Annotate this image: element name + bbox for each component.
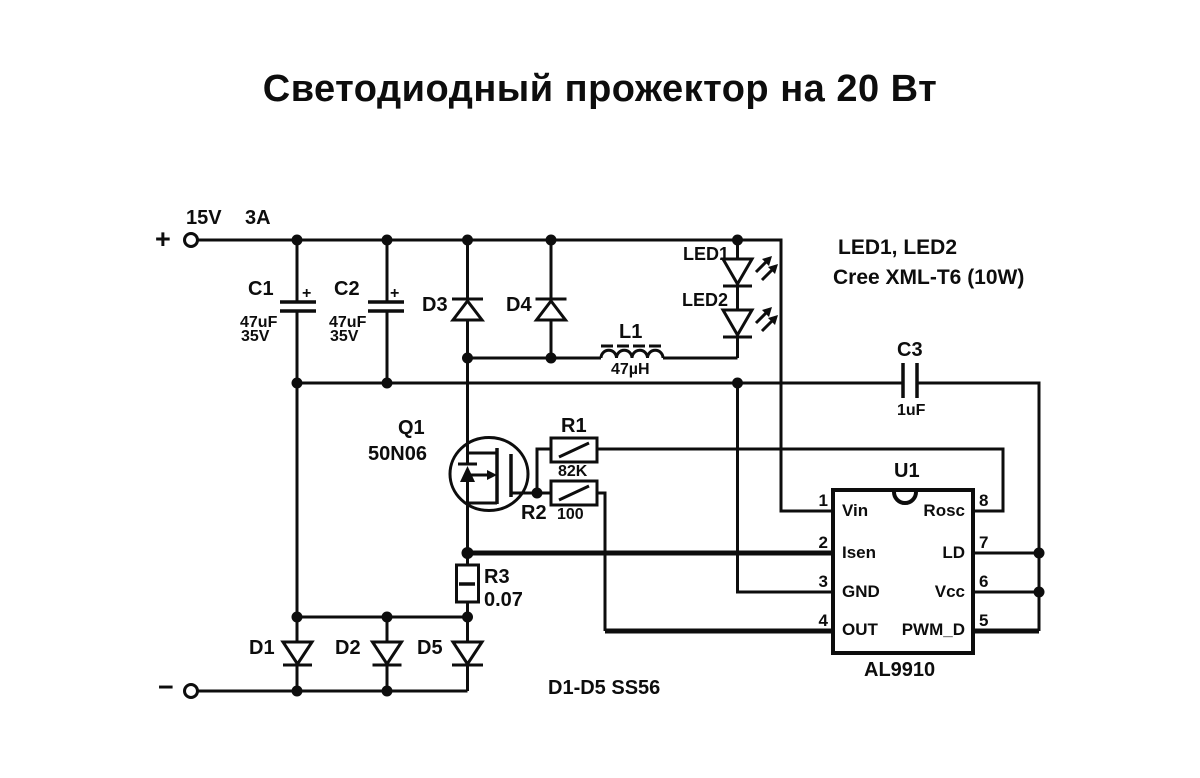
u1-pin2-num: 2 [818, 533, 828, 552]
diode-d4-symbol [536, 299, 567, 320]
diode-d3-symbol [452, 299, 483, 320]
c1-value: 47uF [240, 314, 278, 331]
c3-value: 1uF [897, 402, 926, 419]
d2-ref: D2 [335, 637, 361, 659]
u1-ref: U1 [894, 460, 920, 482]
c1-polarity: + [302, 285, 312, 302]
c3-ref: C3 [897, 339, 923, 361]
u1-pin6-num: 6 [979, 572, 989, 591]
resistor-r1-symbol [551, 438, 597, 462]
terminal-minus [185, 685, 198, 698]
u1-pin7-num: 7 [979, 533, 989, 552]
annotation-diodes: D1-D5 SS56 [548, 677, 661, 699]
c2-voltage: 35V [330, 328, 359, 345]
d4-ref: D4 [506, 294, 532, 316]
c2-ref: C2 [334, 278, 360, 300]
c1-ref: C1 [248, 278, 274, 300]
d3-ref: D3 [422, 294, 448, 316]
l1-value: 47µH [611, 361, 650, 378]
r2-ref: R2 [521, 502, 547, 524]
r3-ref: R3 [484, 566, 510, 588]
u1-pin-out: OUT [842, 620, 878, 639]
input-current-label: 3A [245, 207, 271, 229]
wire-gnd-drop [738, 383, 834, 592]
r2-value: 100 [557, 506, 584, 523]
r3-value: 0.07 [484, 589, 523, 611]
d1-ref: D1 [249, 637, 275, 659]
l1-ref: L1 [619, 321, 643, 343]
u1-part: AL9910 [864, 659, 936, 681]
q1-ref: Q1 [398, 417, 425, 439]
u1-pin-rosc: Rosc [923, 501, 965, 520]
u1-pin-ld: LD [942, 543, 965, 562]
c2-polarity: + [390, 285, 400, 302]
mosfet-q1-symbol [450, 438, 528, 511]
resistor-r2-symbol [551, 481, 597, 505]
u1-pin3-num: 3 [818, 572, 828, 591]
u1-pin-pwmd: PWM_D [901, 620, 965, 639]
diode-d2-symbol [373, 642, 402, 665]
led1-symbol [723, 256, 778, 286]
u1-pin-vcc: Vcc [934, 582, 965, 601]
plus-terminal-label: + [155, 224, 171, 254]
u1-pin-gnd: GND [842, 582, 880, 601]
annotation-leds: LED1, LED2 [838, 236, 958, 259]
r1-value: 82K [558, 463, 588, 480]
annotation-led-type: Cree XML-T6 (10W) [833, 266, 1025, 289]
c2-value: 47uF [329, 314, 367, 331]
capacitor-c2-symbol [368, 302, 404, 311]
led2-ref: LED2 [682, 290, 729, 310]
led2-symbol [723, 307, 778, 337]
u1-pin8-num: 8 [979, 491, 989, 510]
u1-pin1-num: 1 [818, 491, 828, 510]
u1-pin4-num: 4 [818, 611, 828, 630]
input-voltage-label: 15V [186, 207, 222, 229]
q1-value: 50N06 [368, 443, 427, 465]
u1-pin-vin: Vin [842, 501, 869, 520]
diode-d5-symbol [452, 642, 483, 665]
capacitor-c1-symbol [280, 302, 316, 311]
wire-r2-net [597, 493, 605, 631]
u1-pin5-num: 5 [979, 611, 989, 630]
minus-terminal-label: − [158, 672, 174, 702]
diode-d1-symbol [283, 642, 312, 665]
d5-ref: D5 [417, 637, 443, 659]
resistor-r3-symbol [457, 565, 479, 602]
capacitor-c3-symbol [903, 363, 917, 398]
led1-ref: LED1 [683, 244, 730, 264]
c1-voltage: 35V [241, 328, 270, 345]
u1-pin-isen: Isen [842, 543, 877, 562]
page-title: Светодиодный прожектор на 20 Вт [262, 68, 938, 110]
inductor-l1-symbol [601, 346, 663, 358]
r1-ref: R1 [561, 415, 587, 437]
terminal-plus [185, 234, 198, 247]
